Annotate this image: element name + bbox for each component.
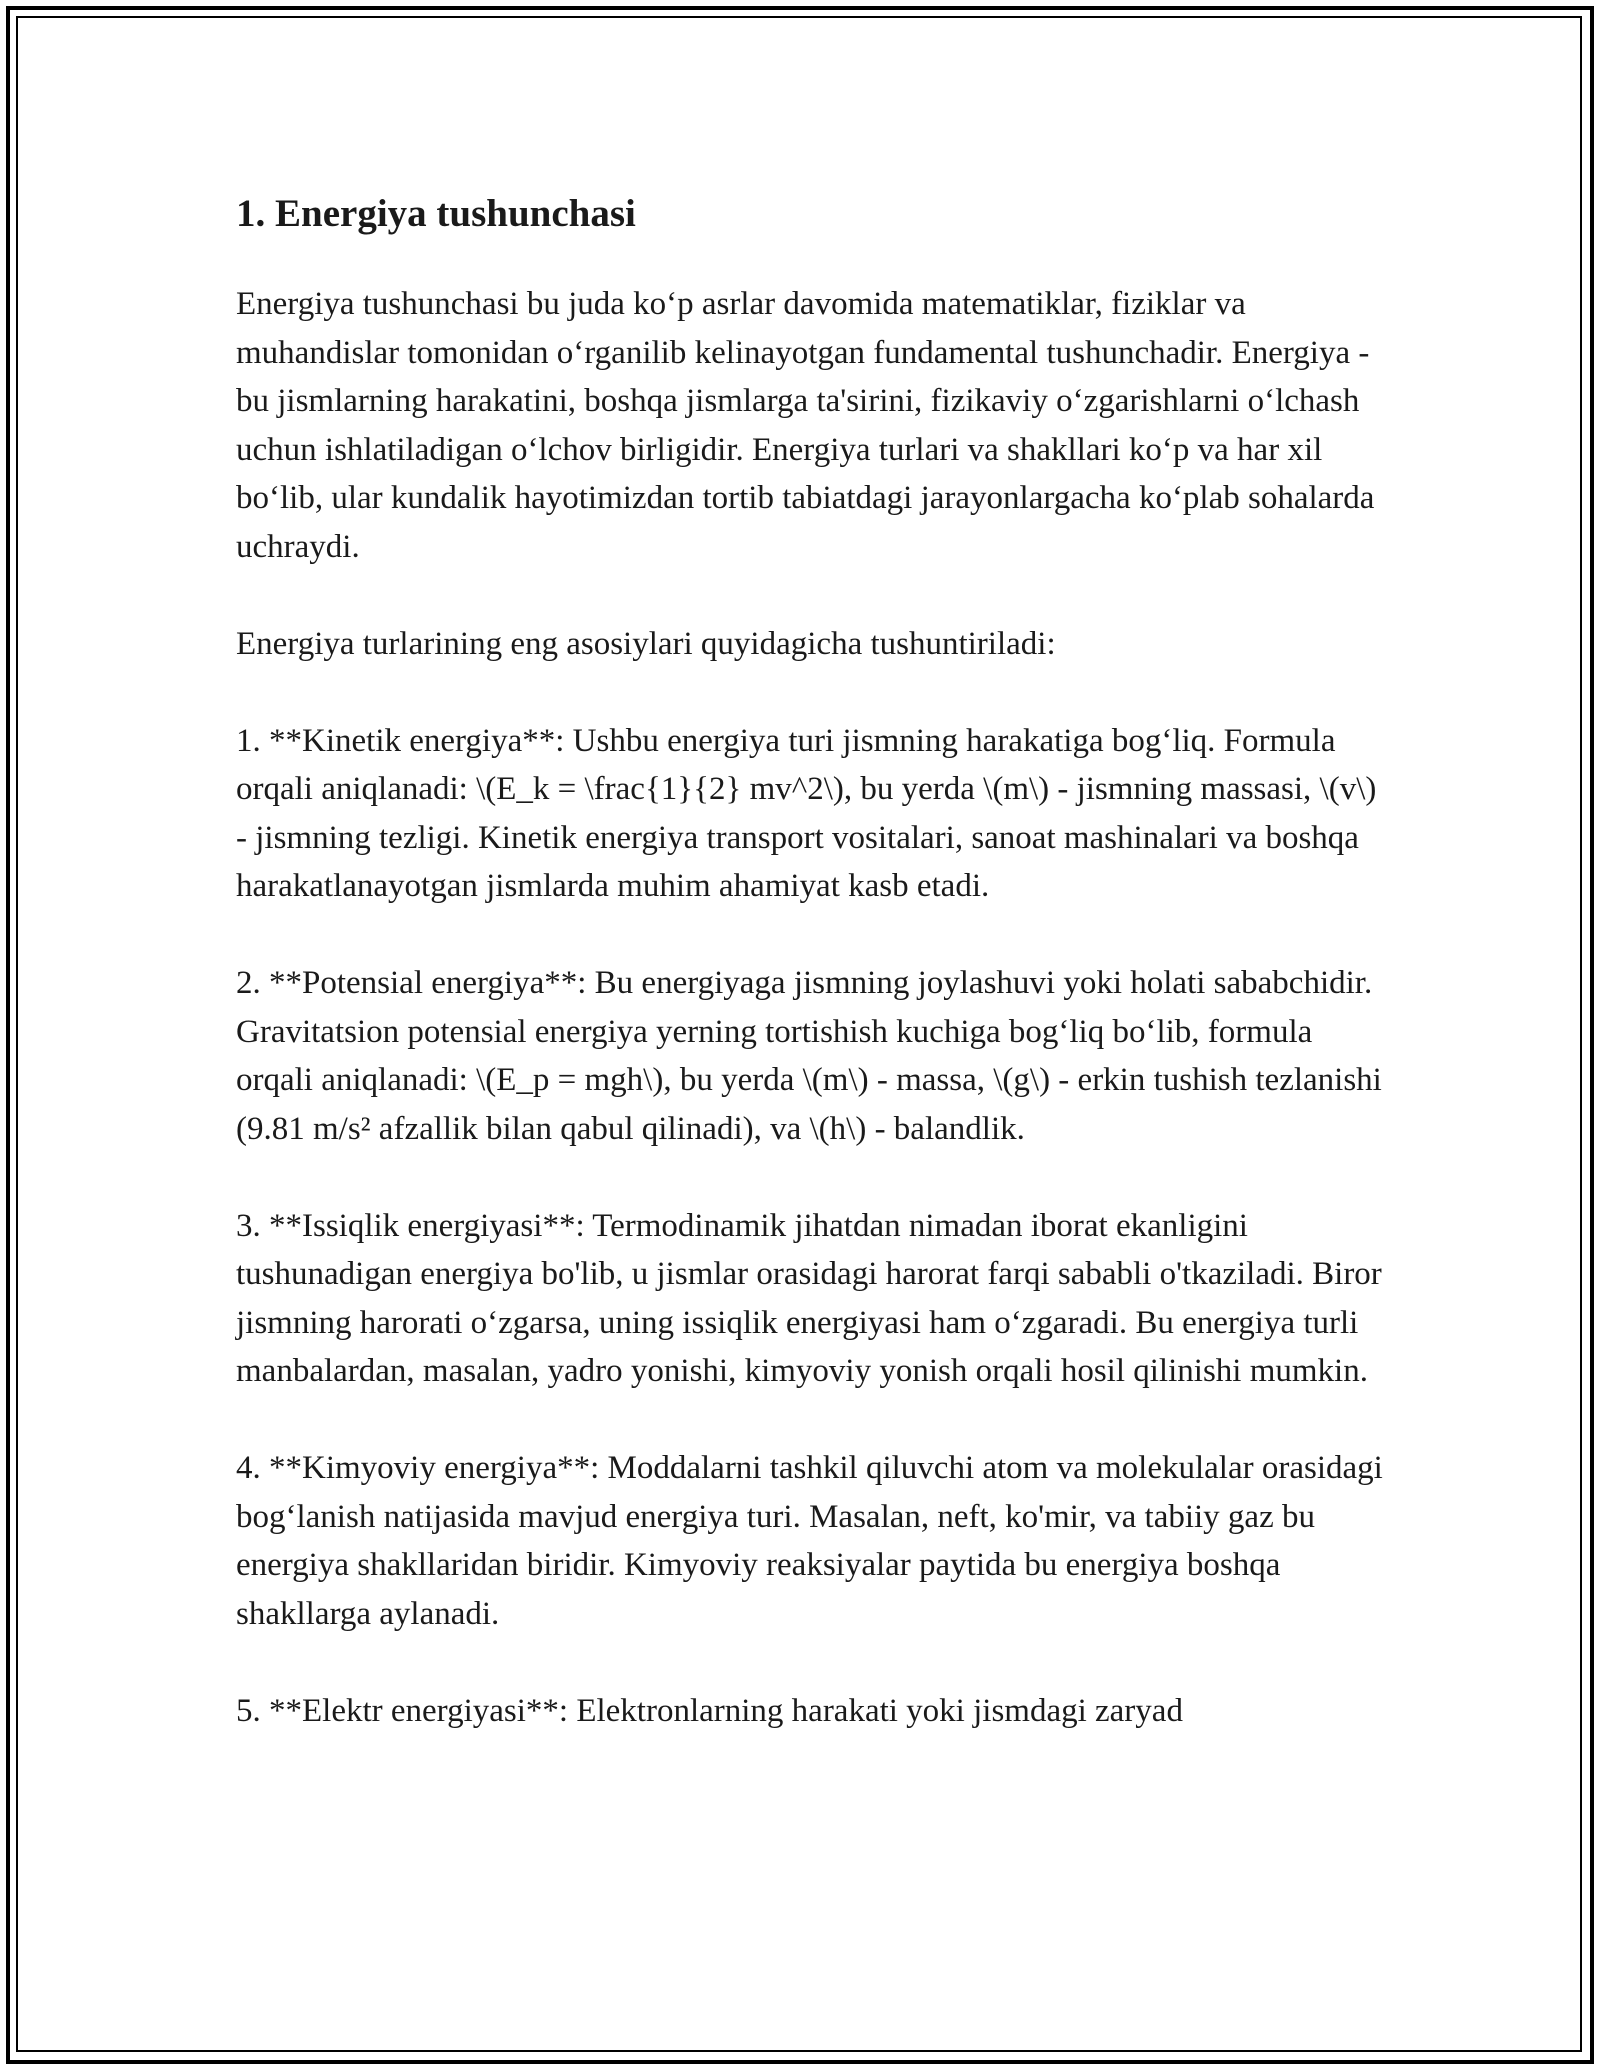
section-heading: 1. Energiya tushunchasi (236, 192, 636, 235)
potential-energy-paragraph: 2. **Potensial energiya**: Bu energiyaga jismning joylashuvi yoki holati sababchidir. Gravitatsion potensial energiya yerning tortishish kuchiga bog‘liq bo‘lib, formula orqali aniqlanadi: \(E_p = mgh\), bu yerda \(m\) - massa, \(g\) - erkin tushish tezlanishi (9.81 m/s² afzallik bilan qabul qilinadi), va \(h\) - balandlik. (236, 965, 1382, 1147)
chemical-energy-paragraph: 4. **Kimyoviy energiya**: Moddalarni tashkil qiluvchi atom va molekulalar orasidagi bog‘lanish natijasida mavjud energiya turi. Masalan, neft, ko'mir, va tabiiy gaz bu energiya shakllaridan biridir. Kimyoviy reaksiyalar paytida bu energiya boshqa shakllarga aylanadi. (236, 1450, 1383, 1632)
electric-energy-paragraph: 5. **Elektr energiyasi**: Elektronlarning harakati yoki jismdagi zaryad (236, 1692, 1183, 1729)
kinetic-energy-paragraph: 1. **Kinetik energiya**: Ushbu energiya turi jismning harakatiga bog‘liq. Formula orqali aniqlanadi: \(E_k = \frac{1}{2} mv^2\), bu yerda \(m\) - jismning massasi, \(v\) - jismning tezligi. Kinetik energiya transport vositalari, sanoat mashinalari va boshqa harakatlanayotgan jismlarda muhim ahamiyat kasb etadi. (236, 722, 1377, 904)
types-intro-paragraph: Energiya turlarining eng asosiylari quyidagicha tushuntiriladi: (236, 625, 1056, 662)
thermal-energy-paragraph: 3. **Issiqlik energiyasi**: Termodinamik jihatdan nimadan iborat ekanligini tushunadigan energiya bo'lib, u jismlar orasidagi harorat farqi sababli o'tkaziladi. Biror jismning harorati o‘zgarsa, uning issiqlik energiyasi ham o‘zgaradi. Bu energiya turli manbalardan, masalan, yadro yonishi, kimyoviy yonish orqali hosil qilinishi mumkin. (236, 1207, 1382, 1389)
document-body (236, 186, 1386, 1735)
intro-paragraph: Energiya tushunchasi bu juda ko‘p asrlar davomida matematiklar, fiziklar va muhandislar tomonidan o‘rganilib kelinayotgan fundamental tushunchadir. Energiya - bu jismlarning harakatini, boshqa jismlarga ta'sirini, fizikaviy o‘zgarishlarni o‘lchash uchun ishlatiladigan o‘lchov birligidir. Energiya turlari va shakllari ko‘p va har xil bo‘lib, ular kundalik hayotimizdan tortib tabiatdagi jarayonlargacha ko‘plab sohalarda uchraydi. (236, 286, 1375, 565)
